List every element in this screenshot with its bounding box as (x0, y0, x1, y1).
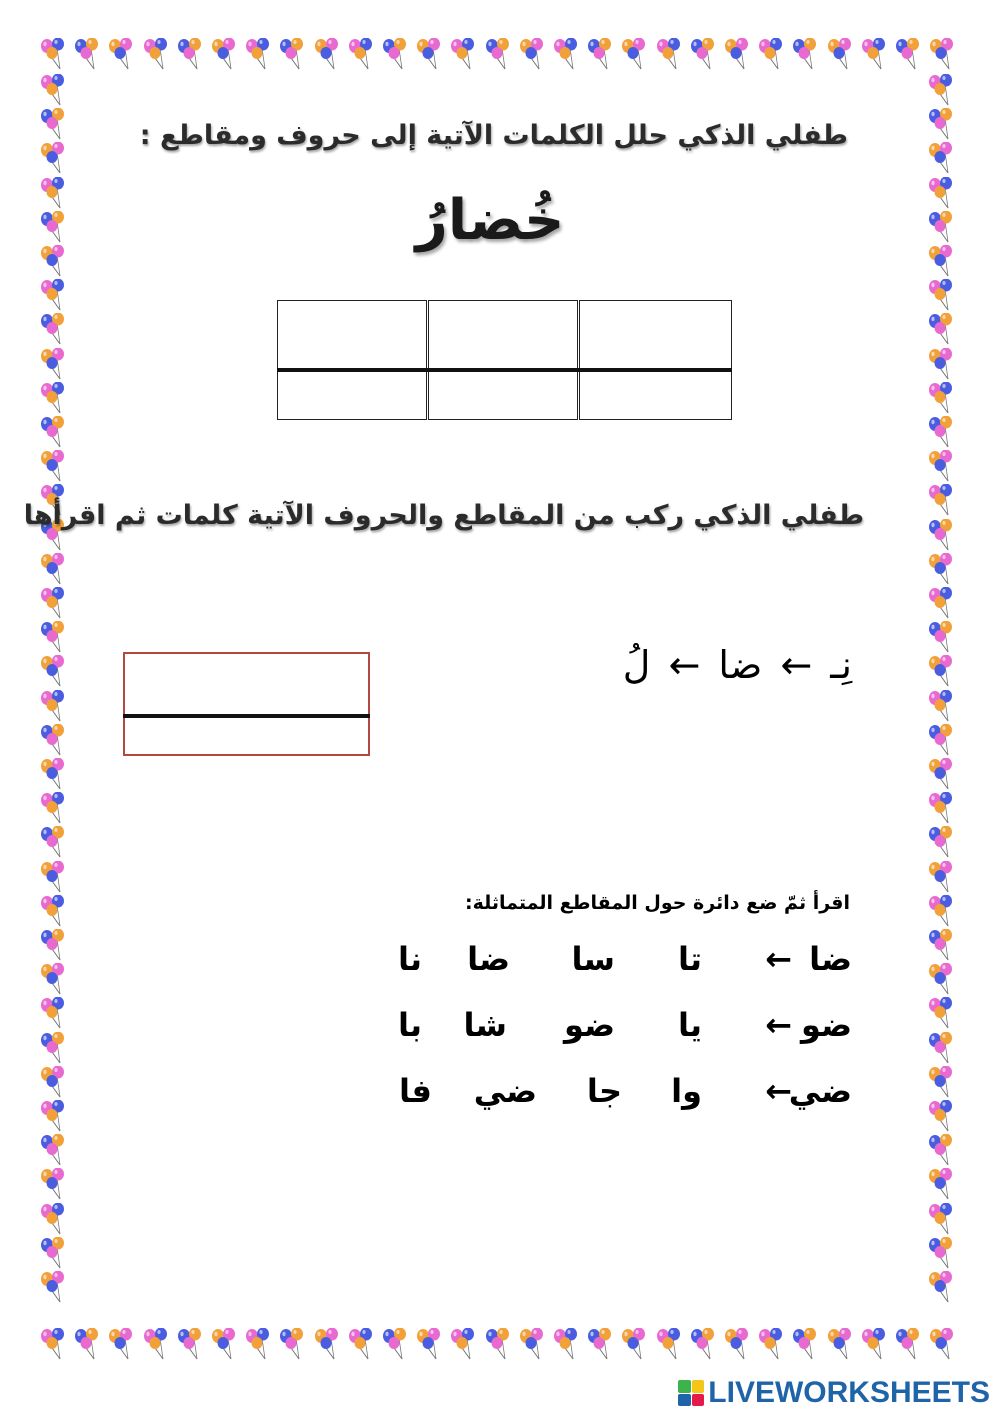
balloon-bunch-icon (277, 38, 311, 72)
balloon-bunch-icon (38, 1032, 72, 1066)
balloon-bunch-icon (106, 38, 140, 72)
balloon-bunch-icon (825, 1328, 859, 1362)
balloon-bunch-icon (926, 313, 960, 347)
balloon-bunch-icon (38, 724, 72, 758)
balloon-bunch-icon (38, 929, 72, 963)
balloon-bunch-icon (926, 142, 960, 176)
option-syllable[interactable]: سا (571, 940, 615, 978)
balloon-bunch-icon (38, 861, 72, 895)
option-syllable[interactable]: جا (586, 1072, 622, 1110)
balloon-bunch-icon (825, 38, 859, 72)
instruction-compose: طفلي الذكي ركب من المقاطع والحروف الآتية كلمات ثم اقرأها (23, 500, 864, 531)
balloon-bunch-icon (38, 1237, 72, 1271)
balloon-bunch-icon (926, 963, 960, 997)
syllable-row (382, 1006, 852, 1056)
balloon-bunch-icon (893, 1328, 927, 1362)
balloon-bunch-icon (38, 655, 72, 689)
balloon-bunch-icon (209, 38, 243, 72)
option-syllable[interactable]: تا (677, 940, 702, 978)
balloon-bunch-icon (243, 1328, 277, 1362)
balloon-bunch-icon (619, 38, 653, 72)
balloon-bunch-icon (346, 1328, 380, 1362)
balloon-bunch-icon (756, 1328, 790, 1362)
balloon-bunch-icon (551, 38, 585, 72)
syllable-cell[interactable] (428, 300, 578, 420)
balloon-bunch-icon (38, 1271, 72, 1305)
arrow-left-icon: ← (765, 940, 792, 978)
balloon-bunch-icon (926, 655, 960, 689)
balloon-bunch-icon (38, 450, 72, 484)
balloon-bunch-icon (926, 108, 960, 142)
balloon-bunch-icon (926, 245, 960, 279)
balloon-bunch-icon (38, 1203, 72, 1237)
balloon-bunch-icon (448, 38, 482, 72)
balloon-bunch-icon (790, 38, 824, 72)
balloon-bunch-icon (72, 1328, 106, 1362)
balloon-bunch-icon (209, 1328, 243, 1362)
balloon-bunch-icon (38, 1328, 72, 1362)
balloon-bunch-icon (585, 1328, 619, 1362)
balloon-bunch-icon (926, 382, 960, 416)
balloon-bunch-icon (926, 1271, 960, 1305)
balloon-bunch-icon (38, 108, 72, 142)
balloon-bunch-icon (790, 1328, 824, 1362)
balloon-bunch-icon (38, 38, 72, 72)
option-syllable[interactable]: ضا (467, 940, 510, 978)
balloon-bunch-icon (654, 38, 688, 72)
option-syllable[interactable]: ضي (473, 1072, 537, 1110)
option-syllable[interactable]: با (397, 1006, 422, 1044)
balloon-bunch-icon (927, 1328, 961, 1362)
balloon-bunch-icon (38, 1168, 72, 1202)
balloon-bunch-icon (926, 211, 960, 245)
balloon-bunch-icon (926, 792, 960, 826)
footer-brand: LIVEWORKSHEETS (708, 1376, 990, 1409)
balloon-bunch-icon (859, 38, 893, 72)
balloon-bunch-icon (38, 313, 72, 347)
balloon-bunch-icon (926, 279, 960, 313)
syllable-row (382, 940, 852, 990)
balloon-bunch-icon (38, 74, 72, 108)
balloon-bunch-icon (106, 1328, 140, 1362)
balloon-bunch-icon (243, 38, 277, 72)
balloon-bunch-icon (926, 1032, 960, 1066)
balloon-bunch-icon (585, 38, 619, 72)
compose-part: لُ (622, 642, 651, 687)
liveworksheets-footer[interactable] (678, 1376, 990, 1410)
compose-chain (623, 640, 852, 687)
balloon-bunch-icon (380, 1328, 414, 1362)
balloon-bunch-icon (926, 450, 960, 484)
compose-part: نِـ (830, 642, 852, 687)
balloon-bunch-icon (926, 587, 960, 621)
balloon-bunch-icon (38, 1066, 72, 1100)
balloon-bunch-icon (38, 245, 72, 279)
balloon-bunch-icon (926, 621, 960, 655)
balloon-bunch-icon (926, 1237, 960, 1271)
balloon-bunch-icon (926, 519, 960, 553)
balloon-bunch-icon (38, 382, 72, 416)
balloon-bunch-icon (414, 1328, 448, 1362)
balloon-bunch-icon (517, 38, 551, 72)
balloon-bunch-icon (38, 1134, 72, 1168)
balloon-bunch-icon (927, 38, 961, 72)
balloon-bunch-icon (722, 38, 756, 72)
balloon-bunch-icon (859, 1328, 893, 1362)
balloon-bunch-icon (38, 963, 72, 997)
balloon-bunch-icon (346, 38, 380, 72)
balloon-bunch-icon (926, 929, 960, 963)
balloon-bunch-icon (926, 997, 960, 1031)
compose-part: ضا (718, 642, 763, 687)
syllable-cell[interactable] (579, 300, 732, 420)
option-syllable[interactable]: فا (399, 1072, 432, 1110)
balloon-bunch-icon (38, 997, 72, 1031)
balloon-bunch-icon (312, 38, 346, 72)
balloon-bunch-icon (926, 1203, 960, 1237)
syllable-table (277, 300, 732, 420)
balloon-bunch-icon (926, 1066, 960, 1100)
balloon-bunch-icon (926, 690, 960, 724)
instruction-analyze: طفلي الذكي حلل الكلمات الآتية إلى حروف ومقاطع : (139, 120, 848, 151)
balloon-bunch-icon (38, 142, 72, 176)
balloon-bunch-icon (380, 38, 414, 72)
balloon-bunch-icon (38, 553, 72, 587)
arrow-left-icon: ← (668, 642, 701, 687)
balloon-border-left (38, 74, 74, 1328)
balloon-bunch-icon (38, 1100, 72, 1134)
balloon-bunch-icon (38, 177, 72, 211)
balloon-bunch-icon (926, 74, 960, 108)
balloon-bunch-icon (448, 1328, 482, 1362)
target-syllable: ضو (801, 1006, 852, 1044)
balloon-bunch-icon (926, 177, 960, 211)
balloon-bunch-icon (141, 38, 175, 72)
balloon-bunch-icon (414, 38, 448, 72)
balloon-bunch-icon (926, 1134, 960, 1168)
syllable-cell[interactable] (277, 300, 427, 420)
balloon-bunch-icon (38, 690, 72, 724)
balloon-bunch-icon (893, 38, 927, 72)
balloon-bunch-icon (483, 1328, 517, 1362)
balloon-bunch-icon (654, 1328, 688, 1362)
compose-answer-box[interactable] (123, 652, 370, 756)
balloon-bunch-icon (926, 724, 960, 758)
balloon-bunch-icon (551, 1328, 585, 1362)
balloon-bunch-icon (926, 1168, 960, 1202)
balloon-bunch-icon (926, 1100, 960, 1134)
arrow-left-icon: ← (765, 1006, 792, 1044)
option-syllable[interactable]: وا (671, 1072, 702, 1110)
target-syllable: ضي (788, 1072, 852, 1110)
balloon-bunch-icon (688, 38, 722, 72)
balloon-bunch-icon (72, 38, 106, 72)
syllable-divider-line (277, 368, 732, 372)
balloon-bunch-icon (175, 38, 209, 72)
liveworksheets-logo-icon (678, 1380, 704, 1406)
balloon-bunch-icon (926, 826, 960, 860)
balloon-bunch-icon (926, 416, 960, 450)
balloon-bunch-icon (38, 587, 72, 621)
balloon-border-right (926, 74, 962, 1328)
balloon-bunch-icon (926, 758, 960, 792)
balloon-bunch-icon (619, 1328, 653, 1362)
balloon-bunch-icon (277, 1328, 311, 1362)
syllable-row (382, 1072, 852, 1122)
balloon-bunch-icon (38, 895, 72, 929)
balloon-bunch-icon (38, 416, 72, 450)
balloon-bunch-icon (38, 758, 72, 792)
option-syllable[interactable]: نا (397, 940, 422, 978)
balloon-bunch-icon (38, 826, 72, 860)
balloon-bunch-icon (38, 279, 72, 313)
instruction-circle: اقرأ ثمّ ضع دائرة حول المقاطع المتماثلة: (465, 892, 850, 914)
option-syllable[interactable]: ضو (564, 1006, 615, 1044)
balloon-bunch-icon (926, 484, 960, 518)
option-syllable[interactable]: يا (677, 1006, 702, 1044)
balloon-bunch-icon (38, 348, 72, 382)
balloon-bunch-icon (175, 1328, 209, 1362)
balloon-bunch-icon (38, 621, 72, 655)
balloon-bunch-icon (38, 211, 72, 245)
balloon-bunch-icon (141, 1328, 175, 1362)
balloon-bunch-icon (926, 861, 960, 895)
analysis-word: خُضارُ (415, 188, 565, 253)
balloon-bunch-icon (722, 1328, 756, 1362)
option-syllable[interactable]: شا (463, 1006, 507, 1044)
balloon-bunch-icon (312, 1328, 346, 1362)
arrow-left-icon: ← (765, 1072, 792, 1110)
balloon-border-bottom (38, 1328, 962, 1364)
balloon-bunch-icon (756, 38, 790, 72)
answer-divider-line (123, 714, 370, 718)
arrow-left-icon: ← (780, 642, 813, 687)
balloon-bunch-icon (483, 38, 517, 72)
balloon-border-top (38, 38, 962, 74)
balloon-bunch-icon (688, 1328, 722, 1362)
balloon-bunch-icon (926, 553, 960, 587)
balloon-bunch-icon (38, 792, 72, 826)
balloon-bunch-icon (926, 348, 960, 382)
balloon-bunch-icon (517, 1328, 551, 1362)
target-syllable: ضا (809, 940, 852, 978)
balloon-bunch-icon (926, 895, 960, 929)
